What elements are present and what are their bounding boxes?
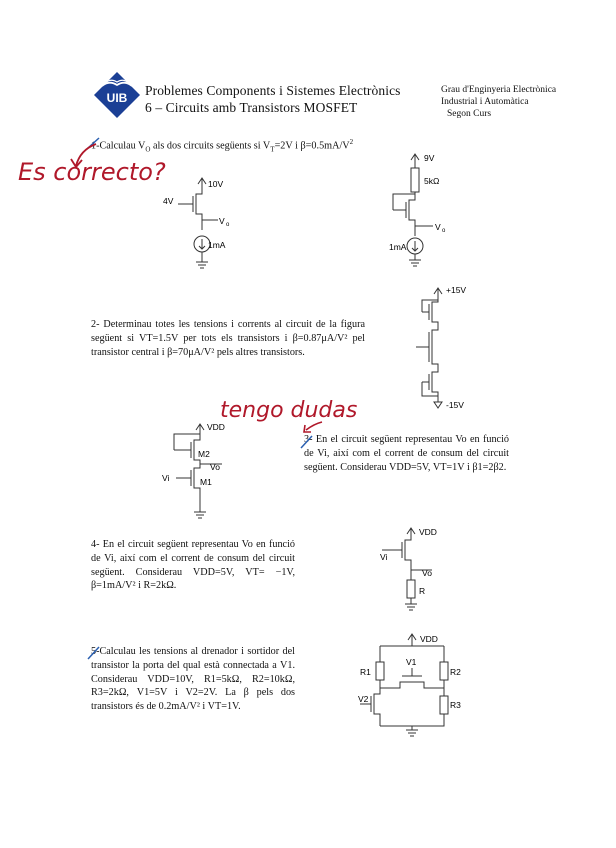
circuit-2-diagram — [375, 150, 475, 270]
svg-text:V: V — [219, 216, 225, 226]
svg-text:1mA: 1mA — [208, 240, 226, 250]
course-line-2: Industrial i Automàtica — [441, 97, 529, 107]
svg-text:M2: M2 — [198, 449, 210, 459]
svg-text:Vo: Vo — [422, 568, 432, 578]
document-title — [145, 82, 401, 116]
svg-text:5kΩ: 5kΩ — [424, 176, 440, 186]
svg-text:4V: 4V — [163, 196, 174, 206]
circuit-6-diagram — [352, 632, 472, 740]
svg-text:o: o — [442, 228, 446, 234]
svg-text:o: o — [226, 222, 230, 228]
svg-text:VDD: VDD — [420, 634, 438, 644]
course-line-3: Segon Curs — [447, 109, 492, 119]
problem-2-text: 2- Determinau totes les tensions i corrents al circuit de la figura següent si VT=1.5V per tots els transistors i β=0.87μA/V² pel transistor central i β=70μA/V² pels altres transistors. — [91, 319, 365, 358]
problem-3-text: 3- En el circuit següent representau Vo en funció de Vi, així com el corrent de consum del circuit següent. Considerau VDD=5V, VT=1V i β1=2β2. — [304, 434, 509, 473]
svg-text:+15V: +15V — [446, 285, 467, 295]
svg-text:Vi: Vi — [162, 473, 170, 483]
arrow-icon — [68, 140, 102, 172]
circuit-1-diagram — [160, 172, 260, 272]
handwritten-note-1: Es correcto? — [18, 158, 166, 186]
svg-text:R1: R1 — [360, 667, 371, 677]
svg-text:R2: R2 — [450, 667, 461, 677]
svg-text:V1: V1 — [406, 657, 417, 667]
svg-text:Vi: Vi — [380, 552, 388, 562]
svg-text:M1: M1 — [200, 477, 212, 487]
circuit-4-diagram — [160, 422, 260, 526]
title-line-2: 6 – Circuits amb Transistors MOSFET — [145, 100, 358, 115]
problem-4-text: 4- En el circuit següent representau Vo en funció de Vi, així com el corrent de consum del circuit següent. Considerau VDD=5V, VT= −1V, β=1mA/V² i R=2kΩ. — [91, 539, 295, 592]
strike-mark — [86, 645, 102, 661]
circuit-3-diagram — [400, 284, 490, 412]
svg-text:UIB: UIB — [106, 91, 128, 105]
svg-text:Vo: Vo — [210, 462, 220, 472]
svg-text:V2: V2 — [358, 694, 369, 704]
course-line-1: Grau d'Enginyeria Electrònica — [441, 85, 557, 95]
handwritten-note-2: tengo dudas — [220, 398, 358, 423]
svg-text:1mA: 1mA — [389, 242, 407, 252]
svg-text:VDD: VDD — [207, 422, 225, 432]
course-info — [441, 84, 556, 120]
circuit-5-diagram — [372, 526, 472, 612]
svg-text:VDD: VDD — [419, 527, 437, 537]
svg-text:9V: 9V — [424, 153, 435, 163]
svg-text:10V: 10V — [208, 179, 224, 189]
svg-text:-15V: -15V — [446, 400, 464, 410]
svg-text:R: R — [419, 586, 426, 596]
svg-text:V: V — [435, 222, 441, 232]
problem-1-text: 1-Calculau $V_O$ als dos circuits següents si $V_T=2V$ i $\beta=0.5mA/V^2$ — [91, 138, 354, 154]
problem-5-text: 5-Calculau les tensions al drenador i sortidor del transistor la porta del qual està connectada a V1. Considerau VDD=10V, R1=5kΩ, R2=10kΩ, R3=2kΩ, V1=5V i V2=2V. La β pels dos transistors és de 0.2mA/V² i VT=1V. — [91, 646, 295, 713]
uib-logo — [93, 71, 141, 119]
title-line-1: Problemes Components i Sistemes Electrònics — [145, 83, 401, 98]
svg-text:R3: R3 — [450, 700, 461, 710]
strike-mark — [299, 434, 315, 450]
